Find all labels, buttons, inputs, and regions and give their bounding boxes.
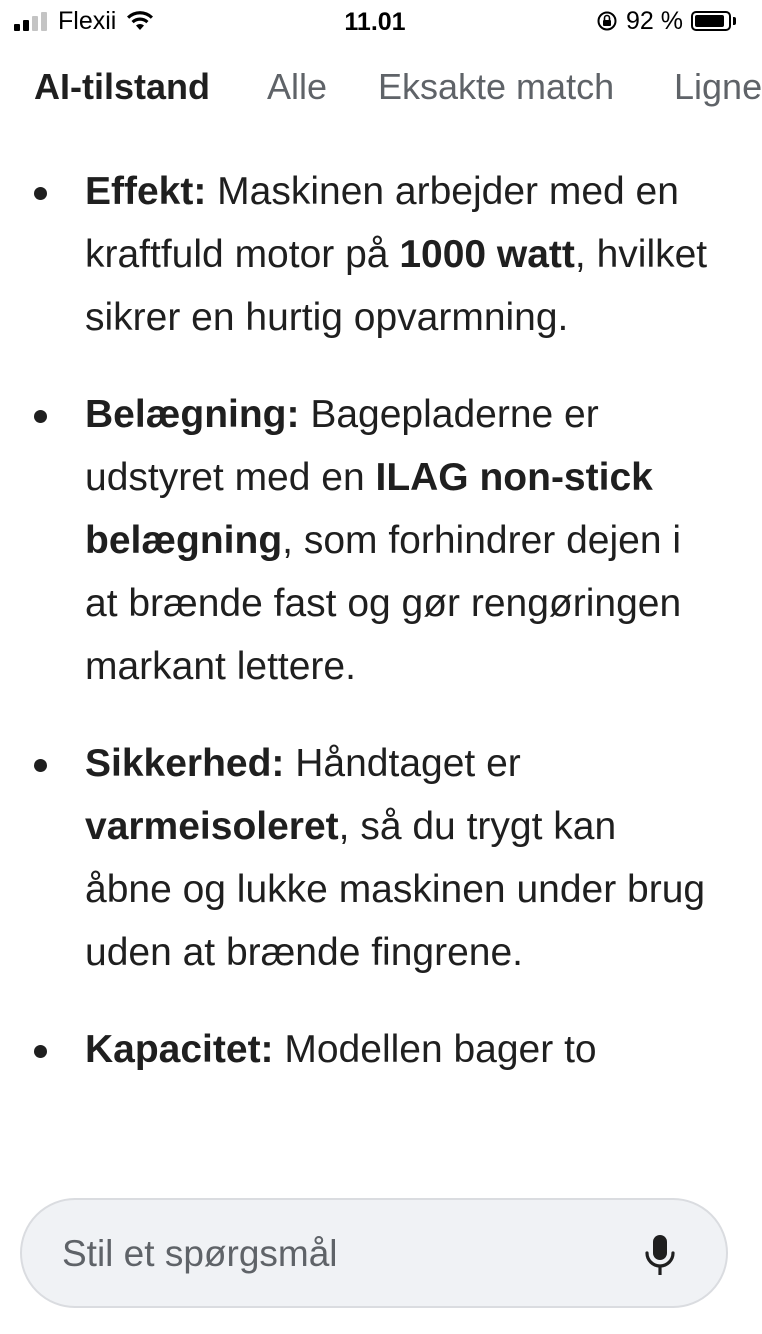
battery-icon xyxy=(691,11,731,31)
bullet-emphasis: ILAG non-stick belægning xyxy=(85,456,653,562)
bullet-emphasis: 1000 watt xyxy=(399,233,575,276)
list-item xyxy=(0,1018,750,1081)
battery-percentage: 92 % xyxy=(626,6,683,35)
bullet-heading: Sikkerhed: xyxy=(85,742,285,785)
bullet-heading: Kapacitet: xyxy=(85,1028,274,1071)
list-item xyxy=(0,383,750,698)
bullet-heading: Belægning: xyxy=(85,393,300,436)
bullet-text: , hvilket sikrer en hurtig opvarmning. xyxy=(85,233,708,339)
orientation-lock-icon xyxy=(596,10,618,32)
bullet-text: , så du trygt kan åbne og lukke maskinen under brug uden at brænde fingrene. xyxy=(85,805,706,974)
search-bar xyxy=(20,1198,728,1308)
bullet-heading: Effekt: xyxy=(85,170,207,213)
bullet-dot xyxy=(34,187,47,200)
bullet-text: Håndtaget er xyxy=(284,742,521,785)
bullet-dot xyxy=(34,1045,47,1058)
bullet-text: Maskinen arbejder med en kraftfuld motor på xyxy=(85,170,679,276)
bullet-text: Modellen bager to xyxy=(273,1028,597,1071)
bullet-dot xyxy=(34,410,47,423)
tab-similar[interactable]: Ligne xyxy=(674,66,762,107)
tab-ai-mode[interactable]: AI-tilstand xyxy=(34,66,210,107)
battery-fill xyxy=(695,15,724,27)
bullet-text: , som forhindrer dejen i at brænde fast og gør rengøringen markant lettere. xyxy=(85,519,682,688)
carrier-name: Flexii xyxy=(58,6,117,35)
search-input[interactable] xyxy=(60,1200,624,1308)
bullet-dot xyxy=(34,759,47,772)
tab-all[interactable]: Alle xyxy=(267,66,328,107)
status-bar xyxy=(0,0,750,40)
tab-exact-match[interactable]: Eksakte match xyxy=(378,66,615,107)
status-right xyxy=(596,8,736,34)
list-item xyxy=(0,732,750,984)
bullet-emphasis: varmeisoleret xyxy=(85,805,339,848)
search-mode-tabs xyxy=(0,58,762,118)
status-time: 11.01 xyxy=(344,8,406,36)
bullet-list xyxy=(0,160,750,1081)
battery-tip xyxy=(733,17,736,25)
bullet-text: Bagepladerne er udstyret med en xyxy=(85,393,599,499)
microphone-icon[interactable] xyxy=(644,1234,676,1276)
list-item xyxy=(0,160,750,349)
ai-answer-content xyxy=(0,160,750,1175)
